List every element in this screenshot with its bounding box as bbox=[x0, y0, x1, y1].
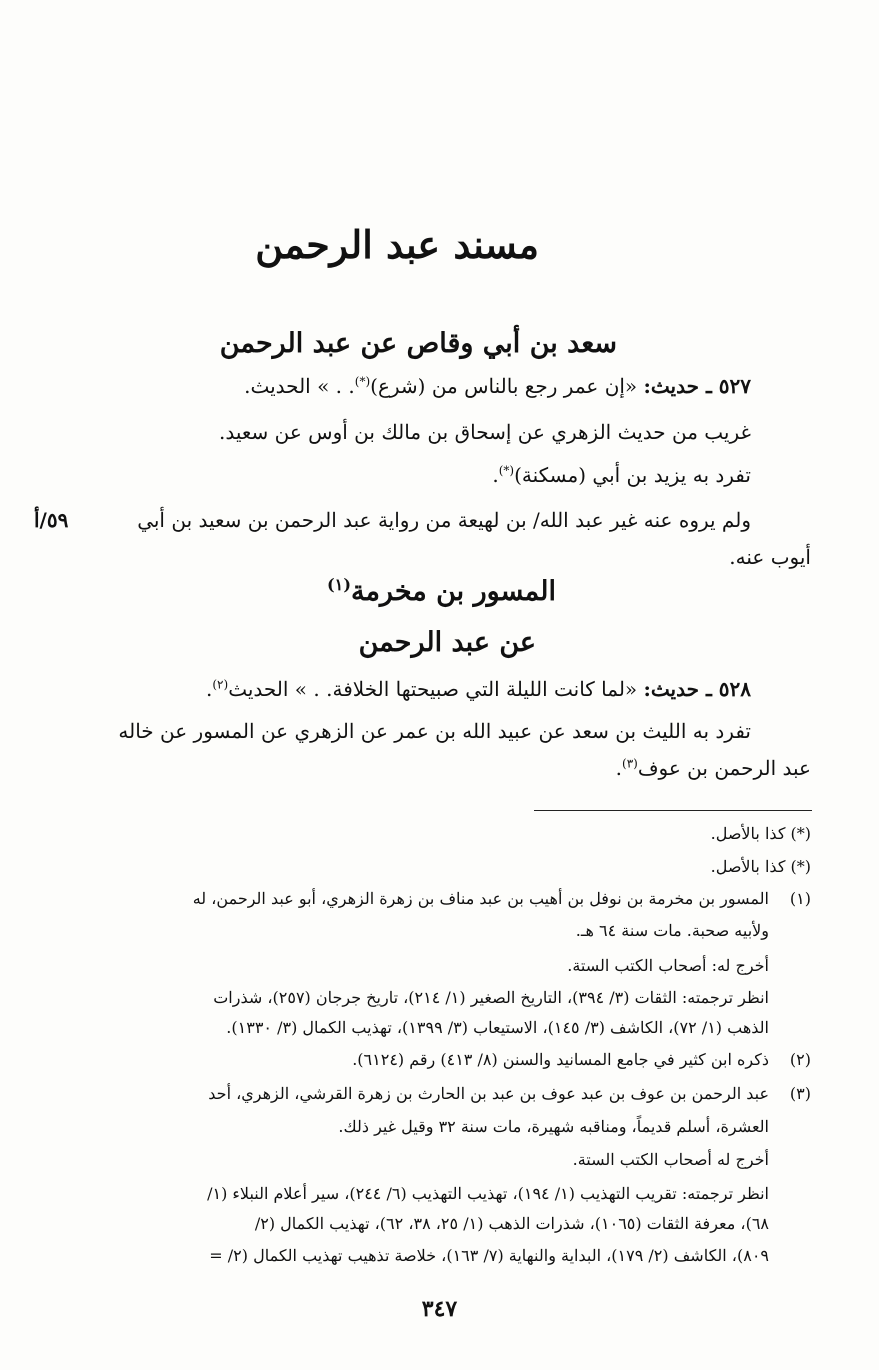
text-line-part: . bbox=[615, 756, 622, 780]
hadith-527-end: . . » الحديث. bbox=[244, 374, 355, 398]
footnote-divider bbox=[534, 810, 812, 811]
section-heading-miswar bbox=[327, 576, 556, 607]
footnote-3-number: (٣) bbox=[789, 1084, 811, 1103]
hadith-527 bbox=[244, 374, 751, 398]
text-line: تفرد به الليث بن سعد عن عبيد الله بن عمر عن الزهري عن المسور عن خاله bbox=[118, 719, 751, 743]
footnote-mark-star: (*) bbox=[354, 374, 371, 389]
text-line-part: عبد الرحمن بن عوف bbox=[637, 756, 811, 780]
text-line-part: تفرد به يزيد بن أبي (مسكنة) bbox=[514, 463, 751, 487]
hadith-528 bbox=[206, 677, 751, 701]
footnote-mark-1: (١) bbox=[326, 575, 351, 594]
footnote-1-line: أخرج له: أصحاب الكتب الستة. bbox=[567, 956, 769, 975]
hadith-527-quote: «إن عمر رجع بالناس من (شرع) bbox=[370, 374, 638, 398]
footnote-3-line: ٨٠٩)، الكاشف (٢/ ١٧٩)، البداية والنهاية (٧/ ١٦٣)، خلاصة تذهيب تهذيب الكمال (٢/ = bbox=[209, 1246, 769, 1265]
footnote-1-line: انظر ترجمته: الثقات (٣/ ٣٩٤)، التاريخ الصغير (١/ ٢١٤)، تاريخ جرجان (٢٥٧)، شذرات bbox=[213, 988, 769, 1007]
margin-folio-ref: ٥٩/أ bbox=[34, 508, 69, 532]
footnote-mark-3: (٣) bbox=[622, 756, 638, 771]
hadith-528-label: ٥٢٨ ـ حديث: bbox=[643, 677, 751, 701]
section-subheading: عن عبد الرحمن bbox=[358, 627, 536, 658]
footnote-3-line: ٦٨)، معرفة الثقات (١٠٦٥)، شذرات الذهب (١/ ٢٥، ٣٨، ٦٢)، تهذيب الكمال (٢/ bbox=[254, 1214, 769, 1233]
footnote-1-line: الذهب (١/ ٧٢)، الكاشف (٣/ ١٤٥)، الاستيعاب (٣/ ١٣٩٩)، تهذيب الكمال (٣/ ١٣٣٠). bbox=[226, 1018, 769, 1037]
page-number: ٣٤٧ bbox=[421, 1296, 458, 1322]
footnote-3-line: عبد الرحمن بن عوف بن عبد عوف بن عبد بن الحارث بن زهرة القرشي، الزهري، أحد bbox=[208, 1084, 769, 1103]
footnote-star: (*) كذا بالأصل. bbox=[710, 857, 811, 876]
footnote-1-line: ولأبيه صحبة. مات سنة ٦٤ هـ. bbox=[575, 921, 769, 940]
footnote-1-line: المسور بن مخرمة بن نوفل بن أهيب بن عبد مناف بن زهرة الزهري، أبو عبد الرحمن، له bbox=[192, 889, 769, 908]
footnote-mark-star: (*) bbox=[498, 463, 515, 478]
section-heading-saad: سعد بن أبي وقاص عن عبد الرحمن bbox=[219, 328, 617, 359]
footnote-2-line: ذكره ابن كثير في جامع المسانيد والسنن (٨/ ٤١٣) رقم (٦١٢٤). bbox=[352, 1050, 769, 1069]
hadith-528-end: . bbox=[206, 677, 213, 701]
hadith-528-quote: «لما كانت الليلة التي صبيحتها الخلافة. . » الحديث bbox=[228, 677, 638, 701]
text-line bbox=[616, 756, 811, 780]
footnote-star: (*) كذا بالأصل. bbox=[710, 824, 811, 843]
text-line bbox=[492, 463, 751, 487]
footnote-2-number: (٢) bbox=[789, 1050, 811, 1069]
text-line: أيوب عنه. bbox=[729, 545, 811, 569]
text-line: غريب من حديث الزهري عن إسحاق بن مالك بن أوس عن سعيد. bbox=[219, 420, 751, 444]
footnote-3-line: انظر ترجمته: تقريب التهذيب (١/ ١٩٤)، تهذيب التهذيب (٦/ ٢٤٤)، سير أعلام النبلاء (١/ bbox=[207, 1184, 769, 1203]
footnote-3-line: أخرج له أصحاب الكتب الستة. bbox=[572, 1150, 769, 1169]
hadith-527-label: ٥٢٧ ـ حديث: bbox=[643, 374, 751, 398]
page-title: مسند عبد الرحمن bbox=[255, 222, 539, 267]
text-line: ولم يروه عنه غير عبد الله/ بن لهيعة من رواية عبد الرحمن بن سعيد بن أبي bbox=[137, 508, 751, 532]
footnote-3-line: العشرة، أسلم قديماً، ومناقبه شهيرة، مات سنة ٣٢ وقيل غير ذلك. bbox=[338, 1117, 769, 1136]
footnote-mark-2: (٢) bbox=[212, 677, 229, 692]
footnote-1-number: (١) bbox=[789, 889, 811, 908]
section-heading-text: المسور بن مخرمة bbox=[350, 576, 556, 607]
text-line-part: . bbox=[492, 463, 499, 487]
